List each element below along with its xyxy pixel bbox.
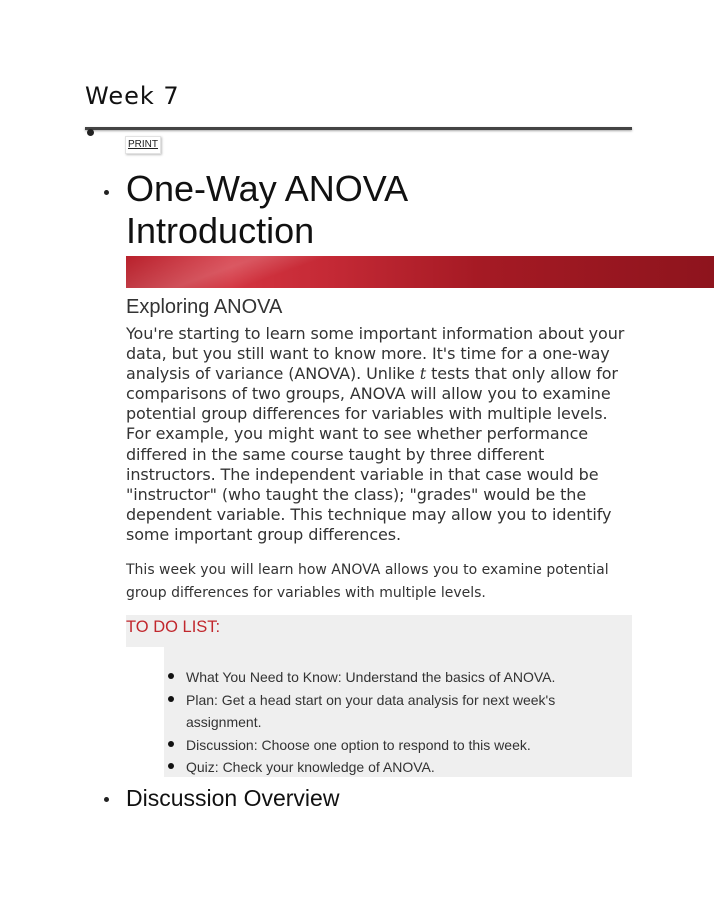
week-summary: This week you will learn how ANOVA allows you to examine potential group differences for variables with multiple levels. <box>126 562 609 601</box>
intro-text-italic: t <box>419 364 427 384</box>
bullet-icon <box>104 797 109 802</box>
section-heading: Exploring ANOVA <box>126 296 283 318</box>
todo-indent <box>126 647 164 777</box>
page-title-line2: Introduction <box>126 210 315 251</box>
todo-title: TO DO LIST: <box>126 618 221 636</box>
todo-box <box>126 615 632 777</box>
page-title <box>126 168 546 252</box>
intro-paragraph <box>126 324 636 545</box>
divider <box>85 127 632 130</box>
list-item: What You Need to Know: Understand the basics of ANOVA. <box>186 666 626 689</box>
todo-list <box>186 666 626 779</box>
list-item: Quiz: Check your knowledge of ANOVA. <box>186 756 626 779</box>
discussion-overview-heading[interactable]: Discussion Overview <box>126 785 340 811</box>
bullet-icon <box>104 190 109 195</box>
list-item: Discussion: Choose one option to respond to this week. <box>186 734 626 757</box>
intro-text-1: You're starting to learn some important information about your data, but you still want to know more. It's time for a one-way analysis of variance (ANOVA). Unlike <box>126 324 625 384</box>
print-button[interactable]: PRINT <box>125 136 161 154</box>
bullet-icon <box>87 129 94 136</box>
list-item: Plan: Get a head start on your data analysis for next week's assignment. <box>186 689 626 734</box>
intro-text-2: tests that only allow for comparisons of two groups, ANOVA will allow you to examine potential group differences for variables with multiple levels. For example, you might want to see whether performance differed in the same course taught by three different instructors. The independent variable in that case would be "instructor" (who taught the class); "grades" would be the dependent variable. This technique may allow you to identify some important group differences. <box>126 364 618 544</box>
header-banner <box>126 256 714 288</box>
page-title-line1: One-Way ANOVA <box>126 168 409 209</box>
week-title: Week 7 <box>85 82 180 110</box>
